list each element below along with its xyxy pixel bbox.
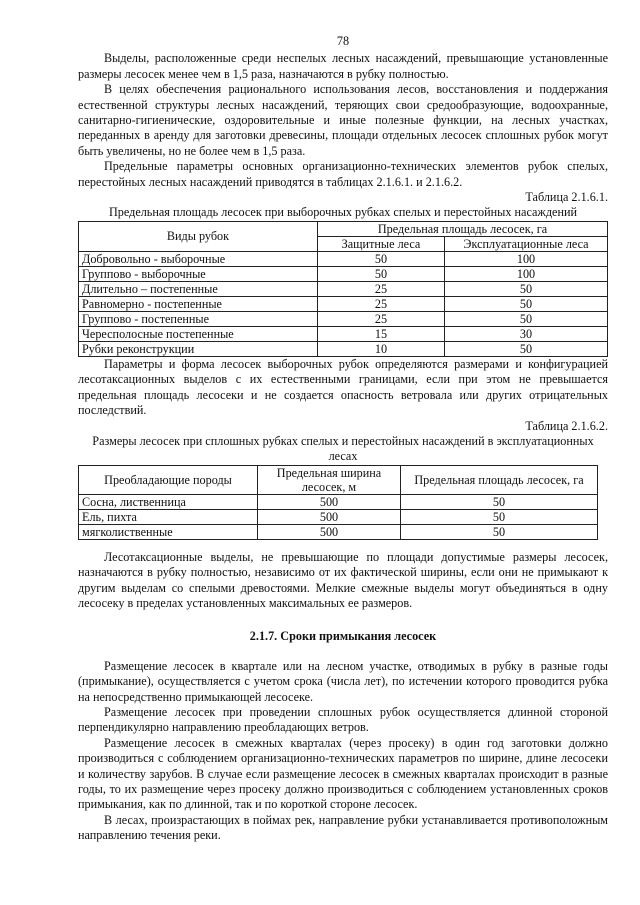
- paragraph: Лесотаксационные выделы, не превышающие по площади допустимые размеры лесосек, назначаются в рубку полностью, независимо от их фактической ширины, если они не примыкают к другим выделам со спелыми древостоями. Мелкие смежные выделы могут объединяться в одну лесосеку в пределах установленных максимальных ее размеров.: [78, 549, 608, 610]
- table-cell: 100: [445, 251, 608, 266]
- paragraph: В целях обеспечения рационального использования лесов, восстановления и поддержания естественной структуры лесных насаждений, теряющих свои средообразующие, водоохранные, санитарно-гигиенические, оздоровительные и иные полезные функции, на лесных участках, переданных в аренду для заготовки древесины, площади отдельных лесосек сплошных рубок могут быть увеличены, но не более чем в 1,5 раза.: [78, 82, 608, 158]
- paragraph: Размещение лесосек в смежных кварталах (через просеку) в один год заготовки должно производиться с соблюдением организационно-технических параметров по ширине, длине лесосеки и количеству зарубов. В случае если размещение лесосек в смежных кварталах происходит в разные годы, то их размещение через просеку должно производиться с соблюдением установленных сроков примыкания, как по длинной, так и по короткой стороне лесосек.: [78, 735, 608, 812]
- table-cell: 30: [445, 326, 608, 341]
- table-cell: Сосна, лиственница: [79, 494, 258, 509]
- document-page: [78, 34, 608, 844]
- cutting-area-table-1: [78, 221, 608, 357]
- table-cell: 25: [318, 281, 445, 296]
- table-cell: Длительно – постепенные: [79, 281, 318, 296]
- table-row: [79, 311, 608, 326]
- paragraph: Размещение лесосек в квартале или на лесном участке, отводимых в рубку в разные годы (примыкание), осуществляется с учетом срока (числа лет), по истечении которого проводится рубка на непосредственно примыкающей лесосеке.: [78, 658, 608, 704]
- table-header: Преобладающие породы: [79, 465, 258, 494]
- table-row: [79, 281, 608, 296]
- table-cell: 500: [258, 509, 401, 524]
- table-cell: 50: [445, 311, 608, 326]
- table-title: Предельная площадь лесосек при выборочных рубках спелых и перестойных насаждений: [108, 205, 578, 220]
- table-cell: Равномерно - постепенные: [79, 296, 318, 311]
- table-row: [79, 296, 608, 311]
- table-row: [79, 509, 598, 524]
- table-cell: 100: [445, 266, 608, 281]
- table-title: Размеры лесосек при сплошных рубках спелых и перестойных насаждений в эксплуатационных лесах: [92, 433, 594, 464]
- table-cell: 15: [318, 326, 445, 341]
- table-row: [79, 341, 608, 356]
- table-cell: Рубки реконструкции: [79, 341, 318, 356]
- cutting-area-table-2: [78, 465, 598, 540]
- table-row: [79, 326, 608, 341]
- table-row: [79, 524, 598, 539]
- table-number: Таблица 2.1.6.1.: [525, 190, 608, 205]
- table-cell: мягколиственные: [79, 524, 258, 539]
- table-cell: 50: [318, 251, 445, 266]
- table-row: [79, 251, 608, 266]
- table-header: Эксплуатационные леса: [445, 236, 608, 251]
- table-header: Предельная площадь лесосек, га: [318, 221, 608, 236]
- table-cell: 25: [318, 311, 445, 326]
- table-cell: Группово - постепенные: [79, 311, 318, 326]
- table-header: Предельная площадь лесосек, га: [401, 465, 598, 494]
- table-cell: 500: [258, 524, 401, 539]
- table-cell: 50: [445, 281, 608, 296]
- paragraph: Предельные параметры основных организационно-технических элементов рубок спелых, перестойных лесных насаждений приводятся в таблицах 2.1.6.1. и 2.1.6.2.: [78, 159, 608, 189]
- table-cell: 500: [258, 494, 401, 509]
- table-header: Защитные леса: [318, 236, 445, 251]
- table-header: Предельная ширина лесосек, м: [258, 465, 401, 494]
- table-row: [79, 494, 598, 509]
- table-cell: 50: [445, 341, 608, 356]
- table-cell: 50: [401, 509, 598, 524]
- paragraph: Выделы, расположенные среди неспелых лесных насаждений, превышающие установленные размеры лесосек менее чем в 1,5 раза, назначаются в рубку полностью.: [78, 51, 608, 81]
- section-heading: 2.1.7. Сроки примыкания лесосек: [249, 629, 437, 644]
- table-cell: 25: [318, 296, 445, 311]
- table-cell: 50: [401, 524, 598, 539]
- table-cell: 50: [401, 494, 598, 509]
- table-number: Таблица 2.1.6.2.: [525, 418, 608, 433]
- table-cell: Чересполосные постепенные: [79, 326, 318, 341]
- table-cell: Ель, пихта: [79, 509, 258, 524]
- table-cell: 50: [318, 266, 445, 281]
- table-cell: 10: [318, 341, 445, 356]
- paragraph: Параметры и форма лесосек выборочных рубок определяются размерами и конфигурацией лесотаксационных выделов с их естественными границами, если при этом не превышается предельная площадь лесосеки и не создается опасность ветровала или других отрицательных последствий.: [78, 356, 608, 418]
- table-cell: Добровольно - выборочные: [79, 251, 318, 266]
- paragraph: Размещение лесосек при проведении сплошных рубок осуществляется длинной стороной перпендикулярно направлению преобладающих ветров.: [78, 704, 608, 735]
- table-header: Виды рубок: [79, 221, 318, 251]
- table-cell: Группово - выборочные: [79, 266, 318, 281]
- paragraph: В лесах, произрастающих в поймах рек, направление рубки устанавливается противоположным направлению течения реки.: [78, 812, 608, 843]
- page-number: 78: [336, 34, 350, 48]
- table-row: [79, 266, 608, 281]
- table-cell: 50: [445, 296, 608, 311]
